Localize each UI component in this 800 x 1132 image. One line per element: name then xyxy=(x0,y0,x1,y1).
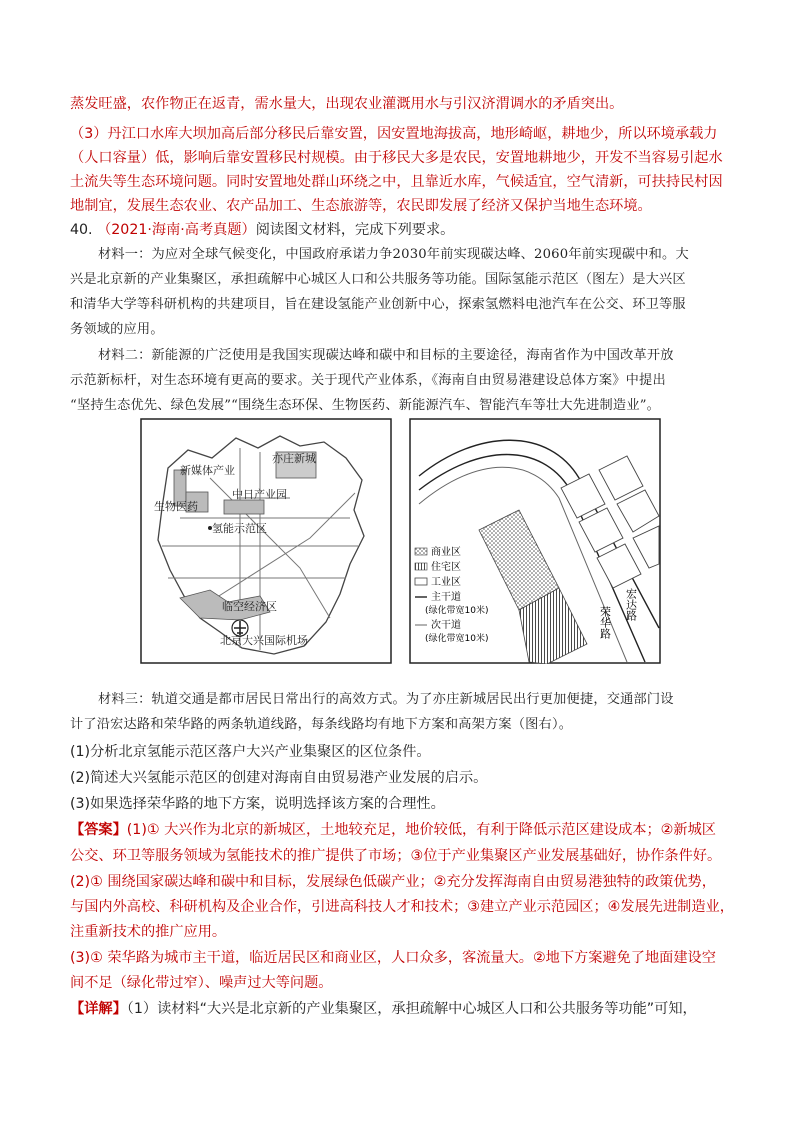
material1-line: 兴是北京新的产业集聚区，承担疏解中心城区人口和公共服务等功能。国际氢能示范区（图左）是大兴区 xyxy=(70,272,686,287)
answer-prev-line: （3）丹江口水库大坝加高后部分移民后靠安置，因安置地海拔高，地形崎岖，耕地少，所以环境承载力 xyxy=(70,126,718,142)
legend-main-road-note: (绿化带宽10米) xyxy=(425,606,489,616)
subquestion-1: (1)分析北京氢能示范区落户大兴产业集聚区的区位条件。 xyxy=(70,744,431,760)
zone-zhongri xyxy=(224,500,264,514)
material3-line: 计了沿宏达路和荣华路的两条轨道线路，每条线路均有地下方案和高架方案（图右）。 xyxy=(70,717,573,732)
label-airport: 北京大兴国际机场 xyxy=(220,634,308,647)
answer-prev-line: 蒸发旺盛，农作物正在返青，需水量大，出现农业灌溉用水与引汉济渭调水的矛盾突出。 xyxy=(70,96,624,112)
answer-line: 与国内外高校、科研机构及企业合作，引进高科技人才和技术；③建立产业示范园区；④发展先进制造业， xyxy=(70,899,734,915)
legend-residential: 住宅区 xyxy=(431,562,461,573)
explain-tag: 【详解】 xyxy=(70,1001,127,1017)
answer-line: (3)① 荣华路为城市主干道，临近居民区和商业区，人口众多，客流量大。②地下方案避免了地面建设空 xyxy=(70,950,716,966)
material2-line: “坚持生态优先、绿色发展”“围绕生态环保、生物医药、新能源汽车、智能汽车等壮大先进制造业”。 xyxy=(70,398,661,413)
map-right-yizhuang xyxy=(409,418,661,664)
material1-line: 材料一：为应对全球气候变化，中国政府承诺力争2030年前实现碳达峰、2060年前实现碳中和。大 xyxy=(98,247,689,262)
answer-line: 间不足（绿化带过窄）、噪声过大等问题。 xyxy=(70,975,333,991)
answer-prev-line: 土流失等生态环境问题。同时安置地处群山环绕之中，且靠近水库，气候适宜，空气清新，可扶持民村因 xyxy=(70,174,723,190)
answer-line: (2)① 围绕国家碳达峰和碳中和目标，发展绿色低碳产业；②充分发挥海南自由贸易港独特的政策优势， xyxy=(70,874,716,890)
material3-line: 材料三：轨道交通是都市居民日常出行的高效方式。为了亦庄新城居民出行更加便捷，交通部门设 xyxy=(98,692,674,707)
label-shengwu: 生物医药 xyxy=(154,500,198,513)
road-label-ronghua: 荣华路 xyxy=(598,606,612,639)
material1-line: 和清华大学等科研机构的共建项目，旨在建设氢能产业创新中心，探索氢燃料电池汽车在公交、环卫等服 xyxy=(70,297,686,312)
legend-industrial: 工业区 xyxy=(431,577,461,588)
legend-commercial: 商业区 xyxy=(431,547,461,558)
material2-line: 材料二：新能源的广泛使用是我国实现碳达峰和碳中和目标的主要途径，海南省作为中国改革开放 xyxy=(98,348,674,363)
label-linkong: 临空经济区 xyxy=(222,600,277,613)
legend-secondary-road: 次干道 xyxy=(431,620,461,631)
label-yizhuang: 亦庄新城 xyxy=(272,452,316,465)
legend-main-road: 主干道 xyxy=(431,592,461,603)
question-header xyxy=(70,220,730,240)
question-instruction: 阅读图文材料，完成下列要求。 xyxy=(255,222,455,238)
label-qingneng: 氢能示范区 xyxy=(212,522,267,535)
material1-line: 务领域的应用。 xyxy=(70,322,164,337)
answer-line: 注重新技术的推广应用。 xyxy=(70,924,227,940)
material2-line: 示范新标杆，对生态环境有更高的要求。关于现代产业体系，《海南自由贸易港建设总体方案》中提出 xyxy=(70,373,666,388)
answer-line: (1)① 大兴作为北京的新城区，土地较充足，地价较低，有利于降低示范区建设成本；②新城区 xyxy=(126,822,716,838)
subquestion-3: (3)如果选择荣华路的地下方案，说明选择该方案的合理性。 xyxy=(70,796,445,812)
map-left-daxing xyxy=(140,418,392,664)
explain-text: （1）读材料“大兴是北京新的产业集聚区，承担疏解中心城区人口和公共服务等功能”可知， xyxy=(126,1001,697,1017)
question-source: （2021·海南·高考真题） xyxy=(97,222,256,238)
answer-first-line xyxy=(70,820,730,840)
answer-tag: 【答案】 xyxy=(70,822,127,838)
label-zhongri: 中日产业园 xyxy=(232,488,287,501)
explain-line xyxy=(70,999,730,1019)
map-frame xyxy=(141,419,391,663)
legend-secondary-road-note: (绿化带宽10米) xyxy=(425,634,489,644)
label-xinmeiti: 新媒体产业 xyxy=(180,464,235,477)
question-number: 40. xyxy=(70,222,93,238)
answer-prev-line: （人口容量）低，影响后靠安置移民村规模。由于移民大多是农民，安置地耕地少，开发不当容易引起水 xyxy=(70,150,723,166)
road-label-hongda: 宏达路 xyxy=(624,588,638,621)
subquestion-2: (2)简述大兴氢能示范区的创建对海南自由贸易港产业发展的启示。 xyxy=(70,770,488,786)
answer-prev-line: 地制宜，发展生态农业、农产品加工、生态旅游等，农民即发展了经济又保护当地生态环境。 xyxy=(70,198,652,214)
answer-line: 公交、环卫等服务领域为氢能技术的推广提供了市场；③位于产业集聚区产业发展基础好，协作条件好。 xyxy=(70,848,722,864)
